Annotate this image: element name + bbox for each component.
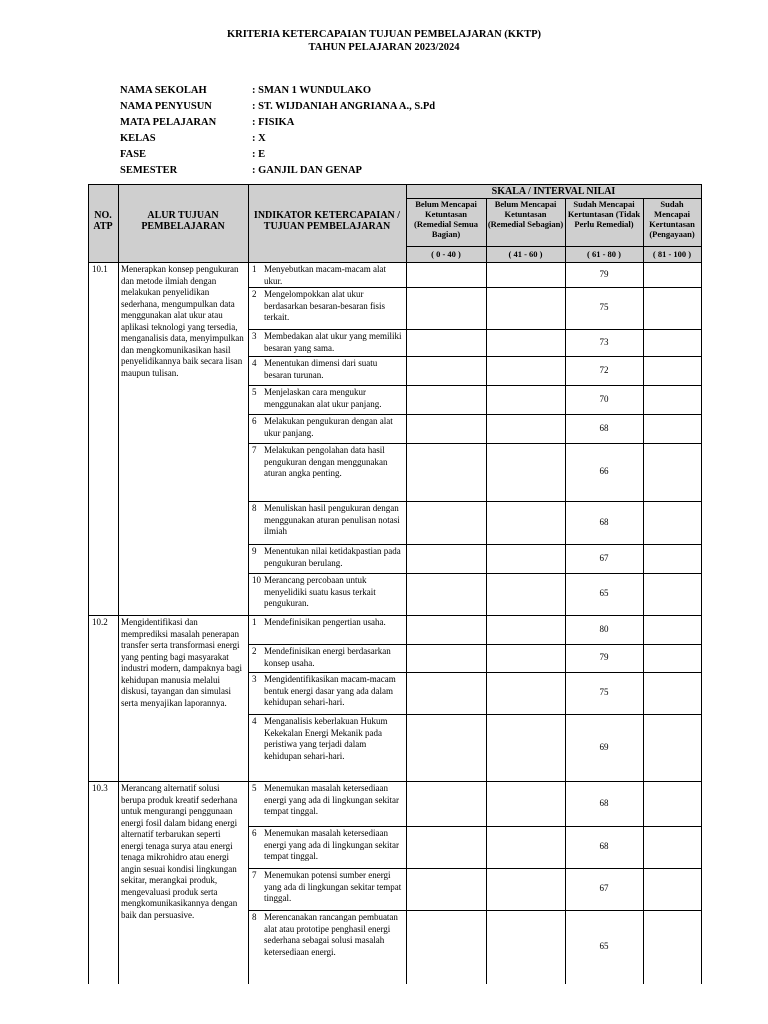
indicator-number: 7	[252, 870, 257, 880]
indicator-text: Menemukan masalah ketersediaan energi yang ada di lingkungan sekitar tempat tinggal.	[264, 783, 400, 816]
header-no: NO. ATP	[93, 210, 113, 232]
table-rule	[248, 329, 702, 330]
table-rule	[406, 246, 702, 247]
atp-description: Merancang alternatif solusi berupa produk kreatif sederhana untuk mengurangi penggunaan energi fosil dalam bidang energi alternatif terbarukan seperti energi tenaga surya atau energi tenaga mikrohidro atau energi angin sesuai kondisi lingkungan sekitar, merangkai produk, mengevaluasi produk serta mengkomunikasikannya dengan baik dan persuasive.	[121, 783, 238, 920]
indicator-text: Menjelaskan cara mengukur menggunakan alat ukur panjang.	[264, 387, 382, 409]
score-value: 75	[599, 687, 609, 697]
indicator-number: 3	[252, 331, 257, 341]
table-rule	[248, 573, 702, 574]
table-rule	[88, 615, 702, 616]
title-line-1: KRITERIA KETERCAPAIAN TUJUAN PEMBELAJARAN (KKTP)	[226, 29, 542, 40]
indicator-text: Membedakan alat ukur yang memiliki besaran yang sama.	[264, 331, 402, 353]
indicator-number: 10	[252, 575, 261, 585]
atp-description: Mengidentifikasi dan memprediksi masalah penerapan transfer serta transformasi energi yang penting bagi masyarakat industri modern, dampaknya bagi kehidupan manusia melalui diskusi, tayangan dan simulasi serta menyajikan laporannya.	[121, 617, 242, 708]
indicator-text: Melakukan pengukuran dengan alat ukur panjang.	[264, 416, 393, 438]
table-rule	[406, 184, 407, 984]
table-rule	[248, 910, 702, 911]
table-rule	[643, 198, 644, 984]
table-rule	[248, 672, 702, 673]
indicator-text: Menganalisis keberlakuan Hukum Kekekalan Energi Mekanik pada peristiwa yang terjadi dalam kehidupan sehari-hari.	[264, 716, 388, 761]
score-value: 66	[599, 466, 609, 476]
indicator-number: 5	[252, 783, 257, 793]
indicator-number: 9	[252, 546, 257, 556]
header-skala: SKALA / INTERVAL NILAI	[491, 186, 616, 197]
table-rule	[248, 826, 702, 827]
table-rule	[565, 198, 566, 984]
indicator-number: 6	[252, 828, 257, 838]
indicator-text: Menuliskan hasil pengukuran dengan menggunakan aturan penulisan notasi ilmiah	[264, 503, 400, 536]
table-rule	[248, 501, 702, 502]
title-line-2: TAHUN PELAJARAN 2023/2024	[308, 42, 460, 53]
atp-number: 10.1	[92, 264, 108, 274]
header-indikator: INDIKATOR KETERCAPAIAN / TUJUAN PEMBELAJARAN	[253, 210, 401, 232]
score-value: 67	[599, 552, 609, 563]
score-value: 65	[599, 588, 609, 598]
indicator-number: 1	[252, 264, 257, 274]
score-value: 70	[599, 393, 609, 404]
header-alur: ALUR TUJUAN PEMBELAJARAN	[141, 210, 225, 232]
indicator-number: 2	[252, 646, 257, 656]
indicator-number: 2	[252, 289, 257, 299]
info-value: : ST. WIJDANIAH ANGRIANA A., S.Pd	[252, 101, 436, 112]
table-rule	[248, 356, 702, 357]
indicator-text: Menentukan nilai ketidakpastian pada pengukuran berulang.	[264, 546, 401, 568]
score-value: 68	[599, 841, 609, 851]
indicator-text: Melakukan pengolahan data hasil pengukuran dengan menggunakan aturan angka penting.	[264, 445, 388, 478]
kktp-table	[88, 184, 701, 984]
table-rule	[248, 385, 702, 386]
info-label: FASE	[120, 149, 147, 160]
indicator-text: Merancang percobaan untuk menyelidiki suatu kasus terkait pengukuran.	[264, 575, 376, 608]
info-label: NAMA SEKOLAH	[120, 85, 207, 96]
table-rule	[406, 198, 702, 199]
indicator-number: 3	[252, 674, 257, 684]
score-value: 73	[599, 336, 609, 347]
header-interval-label: Belum Mencapai Ketuntasan (Remedial Sebagian)	[487, 199, 564, 229]
header-interval-label: Sudah Mencapai Kertuntasan (Tidak Perlu Remedial)	[567, 199, 641, 229]
indicator-text: Menemukan masalah ketersediaan energi yang ada di lingkungan sekitar tempat tinggal.	[264, 828, 400, 861]
info-label: SEMESTER	[120, 165, 178, 176]
table-rule	[701, 184, 702, 984]
indicator-number: 6	[252, 416, 257, 426]
table-rule	[88, 184, 89, 984]
indicator-number: 5	[252, 387, 257, 397]
indicator-text: Mengelompokkan alat ukur berdasarkan besaran-besaran fisis terkait.	[264, 289, 385, 322]
score-value: 68	[599, 516, 609, 527]
score-value: 72	[599, 364, 609, 375]
table-rule	[88, 781, 702, 782]
score-value: 80	[599, 623, 609, 634]
table-rule	[248, 414, 702, 415]
header-interval-label: Belum Mencapai Ketuntasan (Remedial Semua Bagian)	[414, 199, 478, 239]
score-value: 68	[599, 797, 609, 808]
atp-number: 10.3	[92, 783, 108, 793]
atp-description: Menerapkan konsep pengukuran dan metode ilmiah dengan melakukan penyelidikan sederhana, mengumpulkan data menggunakan alat ukur atau aplikasi teknologi yang tersedia, menganalisis data, menyimpulkan dan mengkomunikasikan hasil penyelidikannya baik secara lisan maupun tulisan.	[121, 264, 244, 378]
info-value: : GANJIL DAN GENAP	[252, 165, 362, 176]
score-value: 65	[599, 941, 609, 951]
indicator-text: Menyebutkan macam-macam alat ukur.	[264, 264, 386, 286]
table-rule	[248, 644, 702, 645]
table-rule	[248, 544, 702, 545]
indicator-number: 8	[252, 912, 257, 922]
indicator-text: Menemukan potensi sumber energi yang ada di lingkungan sekitar tempat tinggal.	[264, 870, 402, 903]
atp-number: 10.2	[92, 617, 108, 627]
header-interval-range: ( 0 - 40 )	[431, 249, 461, 259]
table-rule	[486, 198, 487, 984]
info-value: : X	[252, 133, 266, 144]
score-value: 75	[599, 302, 609, 312]
indicator-text: Merencanakan rancangan pembuatan alat atau prototipe penghasil energi sederhana sebagai solusi masalah ketersediaan energi.	[264, 912, 398, 957]
info-value: : SMAN 1 WUNDULAKO	[252, 85, 372, 96]
info-label: MATA PELAJARAN	[120, 117, 217, 128]
header-interval-label: Sudah Mencapai Kertuntasan (Pengayaan)	[649, 199, 695, 239]
table-rule	[248, 184, 249, 984]
info-label: KELAS	[120, 133, 156, 144]
score-value: 68	[599, 422, 609, 433]
indicator-text: Menentukan dimensi dari suatu besaran turunan.	[264, 358, 378, 380]
table-rule	[248, 714, 702, 715]
info-label: NAMA PENYUSUN	[120, 101, 212, 112]
table-rule	[248, 868, 702, 869]
header-interval-range: ( 81 - 100 )	[652, 249, 692, 259]
table-rule	[88, 184, 702, 185]
table-rule	[88, 262, 702, 263]
table-rule	[118, 184, 119, 984]
indicator-text: Mendefinisikan pengertian usaha.	[264, 617, 386, 627]
indicator-number: 8	[252, 503, 257, 513]
header-interval-range: ( 41 - 60 )	[508, 249, 543, 259]
indicator-number: 4	[252, 716, 257, 726]
header-interval-range: ( 61 - 80 )	[587, 249, 621, 259]
indicator-text: Mendefinisikan energi berdasarkan konsep usaha.	[264, 646, 391, 668]
indicator-number: 1	[252, 617, 257, 627]
indicator-text: Mengidentifikasikan macam-macam bentuk energi dasar yang ada dalam kehidupan sehari-hari.	[264, 674, 396, 707]
table-rule	[248, 443, 702, 444]
indicator-number: 4	[252, 358, 257, 368]
info-value: : FISIKA	[252, 117, 295, 128]
score-value: 79	[599, 268, 609, 279]
score-value: 67	[599, 883, 609, 893]
score-value: 79	[599, 652, 609, 662]
table-rule	[248, 287, 702, 288]
score-value: 69	[599, 741, 609, 752]
info-value: : E	[252, 149, 266, 160]
indicator-number: 7	[252, 445, 257, 455]
